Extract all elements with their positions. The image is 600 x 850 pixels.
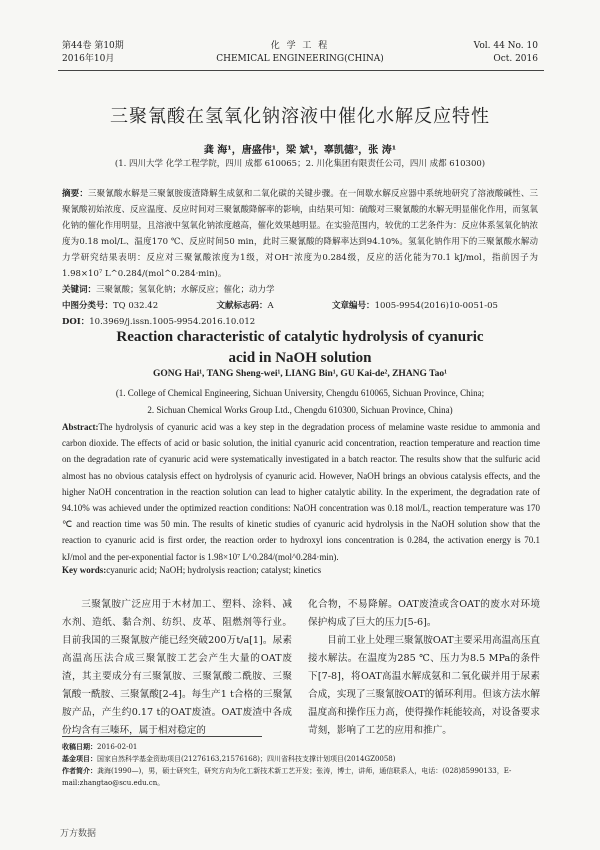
classification-row [62, 298, 538, 314]
affiliation-en-line1: (1. College of Chemical Engineering, Sichuan University, Chengdu 610065, Sichuan Province, China; [115, 388, 485, 398]
body-paragraph: 化合物，不易降解。OAT废渣或含OAT的废水对环境保护构成了巨大的压力[5-6]。 [308, 599, 540, 628]
fund-info: 基金项目：国家自然科学基金资助项目(21276163,21576168)；四川省科技支撑计划项目(2014GZ0058) [62, 754, 396, 763]
journal-name-en: CHEMICAL ENGINEERING(CHINA) [216, 54, 384, 64]
volume-issue-cn: 第44卷 第10期 [62, 41, 124, 51]
body-right-column [308, 596, 540, 740]
doi-value: 10.3969/j.issn.1005-9954.2016.10.012 [89, 317, 256, 327]
affiliation-en [0, 385, 600, 419]
abstract-cn-label: 摘要： [62, 189, 88, 199]
header-right [474, 40, 538, 66]
abstract-en [62, 419, 540, 565]
title-en-line1: Reaction characteristic of catalytic hydrolysis of cyanuric [116, 329, 484, 345]
body-paragraph: 三聚氰胺广泛应用于木材加工、塑料、涂料、减水剂、造纸、黏合剂、纺织、皮革、阻燃剂等行业。目前我国的三聚氰胺产能已经突破200万t/a[1]。尿素高温高压法合成三聚氰胺工艺会产生大量的OAT废渣，其主要成分有三聚氰胺、三聚氰酸二酰胺、三聚氰酸一酰胺、三聚氰酸[2-4]。每生产1 t合格的三聚氰胺产品，产生约0.17 t的OAT废渣。OAT废渣中各成份均含有三嗪环，属于相对稳定的 [62, 599, 292, 736]
header-left [62, 40, 124, 66]
clc-code: 中图分类号：TQ 032.42 [62, 301, 159, 311]
abstract-en-text: The hydrolysis of cyanuric acid was a key step in the degradation process of melamine waste residue to ammonia and carbon dioxide. The effects of acid or basic solution, the initial cyanuric acid concentration, reaction temperature and reaction time on the degradation rate of cyanuric acid were systematically investigated in a batch reactor. The results show that the sulfuric acid almost has no obvious catalysis effect on hydrolysis of cyanuric acid. However, NaOH brings an obvious catalysis effects, and the higher NaOH concentration in the reaction solution can lead to higher catalytic ability. In the experiment, the degradation rate of 94.10% was achieved under the optimized reaction conditions: NaOH concentration was 0.18 mol/L, reaction temperature was 170 ℃ and reaction time was 50 min. The results of kinetic studies of cyanuric acid hydrolysis in the NaOH solution show that the reaction to cyanuric acid is first order, the reaction order to hydroxyl ions concentration is 0.284, the activation energy is 70.1 kJ/mol and the per-exponential factor is 1.98×10⁷ L^0.284/(mol^0.284·min). [62, 422, 540, 562]
journal-name-cn: 化 学 工 程 [270, 41, 330, 51]
brand-label: 万方数据 [60, 828, 97, 838]
abstract-cn [62, 186, 538, 282]
document-code: 文献标志码：A [216, 301, 274, 311]
abstract-cn-text: 三聚氰酸水解是三聚氰胺废渣降解生成氨和二氧化碳的关键步骤。在一间歇水解反应器中系统地研究了溶液酸碱性、三聚氰酸初始浓度、反应温度、反应时间对三聚氰酸降解率的影响，由结果可知：硫酸对三聚氰酸的水解无明显催化作用，而氢氧化钠的催化作用明显，且溶液中氢氧化钠浓度越高，催化效果越明显。在实验范围内，较优的工艺条件为：反应体系氢氧化钠浓度为0.18 mol/L、温度170 ℃、反应时间50 min，此时三聚氰酸的降解率达到94.10%。氢氧化钠作用下的三聚氰酸水解动力学研究结果表明：反应对三聚氰酸浓度为1级，对OH⁻浓度为0.284级，反应的活化能为70.1 kJ/mol，指前因子为1.98×10⁷ L^0.284/(mol^0.284·min)。 [62, 189, 539, 279]
received-date: 收稿日期：2016-02-01 [62, 742, 138, 751]
article-number: 文章编号：1005-9954(2016)10-0051-05 [332, 301, 498, 311]
footnote-rule [62, 736, 262, 737]
keywords-cn-text: 三聚氰酸；氢氧化钠；水解反应；催化；动力学 [96, 285, 275, 295]
authors-en: GONG Hai¹, TANG Sheng-wei¹, LIANG Bin¹, GU Kai-de², ZHANG Tao¹ [153, 369, 447, 379]
keywords-cn-label: 关键词： [62, 285, 97, 295]
keywords-cn [62, 282, 538, 298]
title-en [0, 327, 600, 369]
header-rule [58, 70, 544, 71]
title-en-line2: acid in NaOH solution [228, 350, 372, 366]
volume-issue-en: Vol. 44 No. 10 [473, 41, 538, 51]
keywords-en-label: Key words: [62, 565, 107, 575]
doi-label: DOI： [62, 317, 90, 327]
affiliation-cn: (1. 四川大学 化学工程学院，四川 成都 610065；2. 川化集团有限责任公司，四川 成都 610300) [114, 159, 486, 169]
abstract-en-label: Abstract: [62, 422, 99, 432]
header-center [200, 40, 400, 66]
body-paragraph: 目前工业上处理三聚氰胺OAT主要采用高温高压直接水解法。在温度为285 ℃、压力为8.5 MPa的条件下[7-8]，将OAT高温水解成氨和二氧化碳并用于尿素合成，实现了三聚氰胺OAT的循环利用。但该方法水解温度高和操作压力高，使得操作耗能较高，对设备要求苛刻，影响了工艺的应用和推广。 [308, 635, 540, 736]
date-cn: 2016年10月 [62, 54, 115, 64]
authors-cn: 龚 海¹，唐盛伟¹，梁 斌¹，辜凯德²，张 涛¹ [203, 145, 397, 156]
footnotes [62, 741, 540, 789]
date-en: Oct. 2016 [493, 54, 538, 64]
title-cn: 三聚氰酸在氢氧化钠溶液中催化水解反应特性 [110, 106, 490, 127]
keywords-en [62, 565, 540, 575]
abstract-cn-block [62, 186, 538, 330]
keywords-en-text: cyanuric acid; NaOH; hydrolysis reaction; catalyst; kinetics [106, 565, 322, 575]
author-info: 作者简介：龚海(1990—)，男，硕士研究生，研究方向为化工新技术新工艺开发；张涛，博士，讲师，通信联系人，电话：(028)85990133，E-mail:zhangtao@scu.edu.cn。 [62, 766, 512, 787]
affiliation-en-line2: 2. Sichuan Chemical Works Group Ltd., Chengdu 610300, Sichuan Province, China) [147, 405, 453, 415]
body-left-column [62, 596, 292, 740]
